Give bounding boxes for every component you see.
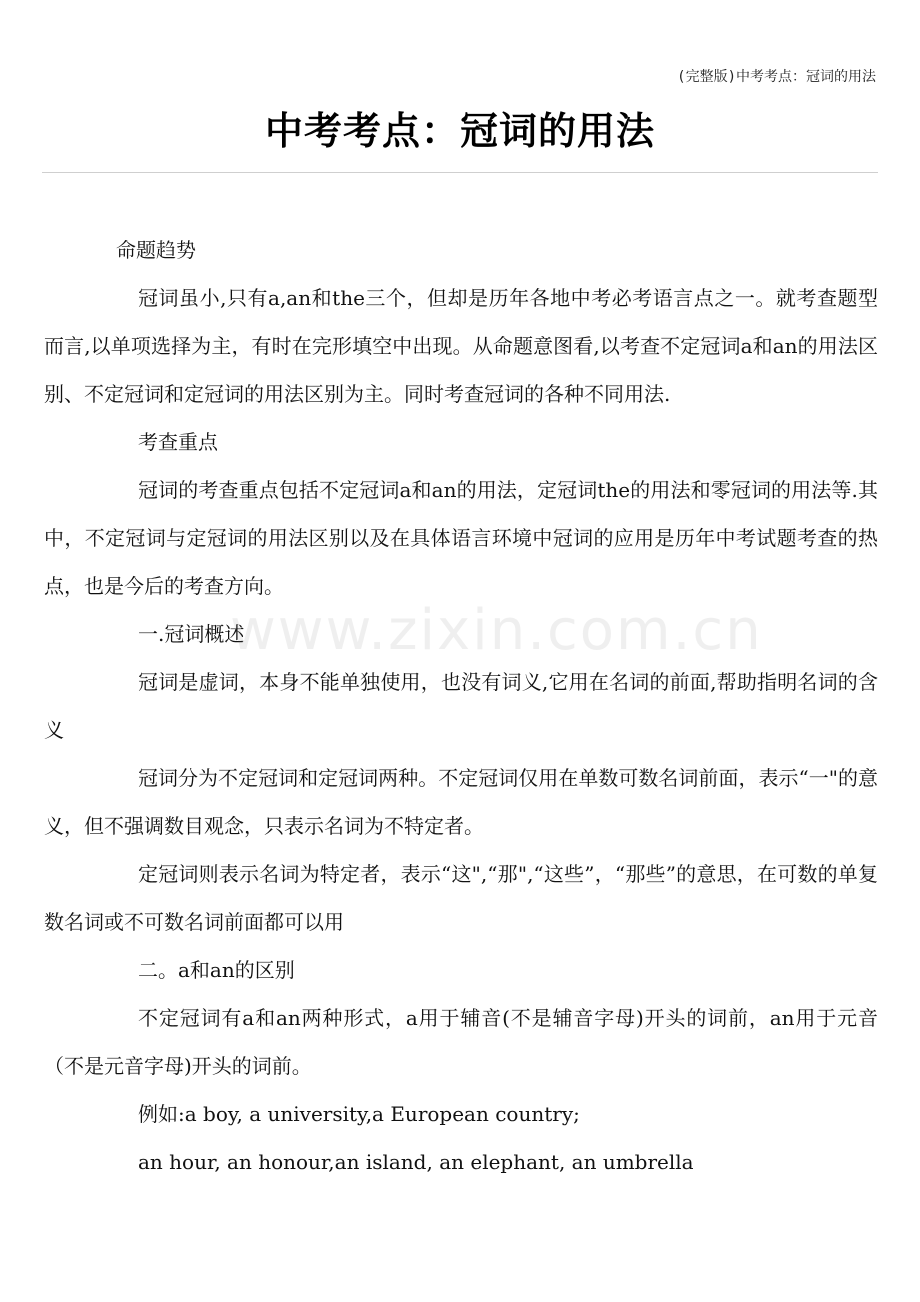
section-heading-focus: 考查重点	[138, 430, 218, 454]
section-heading-a-an: 二。a和an的区别	[138, 958, 295, 982]
section-heading-overview: 一.冠词概述	[138, 622, 245, 646]
paragraph-focus: 冠词的考查重点包括不定冠词a和an的用法，定冠词the的用法和零冠词的用法等.其中，不定冠词与定冠词的用法区别以及在具体语言环境中冠词的应用是历年中考试题考查的热点，也是今后的考查方向。	[44, 478, 878, 598]
example-line-1: 例如:a boy, a university,a European country;	[138, 1102, 580, 1126]
section-heading-trend: 命题趋势	[116, 238, 196, 262]
paragraph-overview-1: 冠词是虚词，本身不能单独使用，也没有词义,它用在名词的前面,帮助指明名词的含义	[44, 670, 878, 742]
title-divider	[42, 172, 878, 173]
paragraph-overview-2: 冠词分为不定冠词和定冠词两种。不定冠词仅用在单数可数名词前面，表示“一"的意义，但不强调数目观念，只表示名词为不特定者。	[44, 766, 878, 838]
paragraph-a-an: 不定冠词有a和an两种形式，a用于辅音(不是辅音字母)开头的词前，an用于元音（不是元音字母)开头的词前。	[44, 1006, 878, 1078]
paragraph-overview-3: 定冠词则表示名词为特定者，表示“这",“那",“这些”，“那些”的意思，在可数的单复数名词或不可数名词前面都可以用	[44, 862, 878, 934]
example-line-2: an hour, an honour,an island, an elephant, an umbrella	[138, 1150, 694, 1174]
watermark: www.zixin.com.cn	[230, 598, 763, 663]
document-body	[44, 226, 878, 1186]
paragraph-trend: 冠词虽小,只有a,an和the三个，但却是历年各地中考必考语言点之一。就考查题型而言,以单项选择为主，有时在完形填空中出现。从命题意图看,以考查不定冠词a和an的用法区别、不定冠词和定冠词的用法区别为主。同时考查冠词的各种不同用法.	[44, 286, 878, 406]
page-title: 中考考点：冠词的用法	[264, 109, 655, 153]
running-header: (完整版)中考考点：冠词的用法	[677, 69, 876, 85]
